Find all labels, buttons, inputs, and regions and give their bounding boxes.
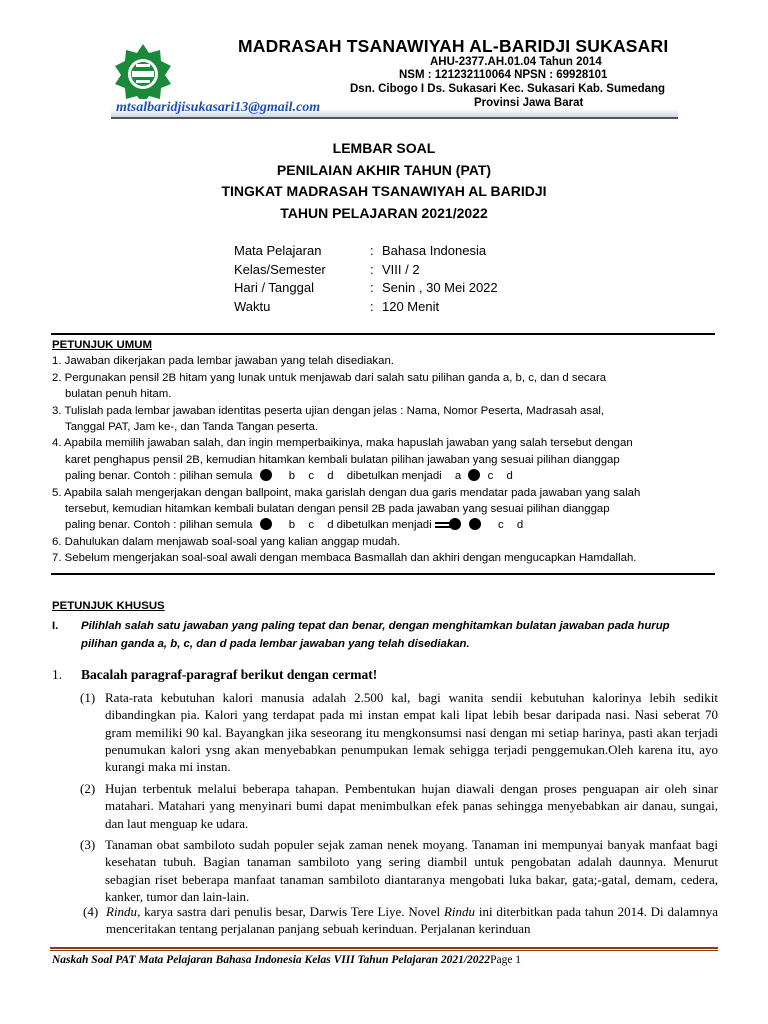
- paragraph-2: (2) Hujan terbentuk melalui beberapa tahapan. Pembentukan hujan diawali dengan proses penguapan air oleh sinar matahari. Matahari yang menyinari bumi dapat menimbulkan efek panas sehingga menyebabkan air danau, sungai, dan laut menguap ke udara.: [80, 781, 718, 831]
- general-instructions: [52, 337, 717, 567]
- general-instructions-heading: PETUNJUK UMUM: [52, 339, 152, 351]
- struck-bubble-icon: [445, 517, 465, 533]
- specific-instruction-item: I. Pilihlah salah satu jawaban yang paling tepat dan benar, dengan menghitamkan bulatan jawaban pada hurup pilihan ganda a, b, c, dan d pada lembar jawaban yang telah disediakan.: [52, 617, 717, 653]
- question-header: [52, 667, 718, 683]
- instruction-item: 4. Apabila memilih jawaban salah, dan ingin memperbaikinya, maka hapuslah jawaban yang salah tersebut dengan: [52, 437, 633, 450]
- section-divider-bottom: [51, 573, 715, 575]
- school-name: MADRASAH TSANAWIYAH AL-BARIDJI SUKASARI: [238, 36, 669, 56]
- school-address: Dsn. Cibogo I Ds. Sukasari Kec. Sukasari Kab. Sumedang: [350, 83, 666, 95]
- instruction-item-cont: Tanggal PAT, Jam ke-, dan Tanda Tangan peserta.: [65, 421, 319, 434]
- question-number: 1.: [52, 667, 63, 682]
- page-footer: [52, 954, 521, 966]
- info-label: Kelas/Semester: [234, 261, 326, 277]
- title-line-2: PENILAIAN AKHIR TAHUN (PAT): [276, 161, 492, 178]
- province: Provinsi Jawa Barat: [474, 97, 584, 109]
- instruction-item: 2. Pergunakan pensil 2B hitam yang lunak untuk menjawab dari salah satu pilihan ganda a, b, c, dan d secara: [52, 371, 607, 384]
- title-line-4: TAHUN PELAJARAN 2021/2022: [280, 204, 488, 221]
- info-value: 120 Menit: [382, 298, 440, 314]
- paragraph-3: (3) Tanaman obat sambiloto sudah populer sejak zaman nenek moyang. Tanaman ini mempunyai banyak manfaat bagi kesehatan tubuh. Bagian tanaman sambiloto yang sering diambil untuk pengobatan adalah daunnya. Menurut sebagian riset beberapa manfaat tanaman sambiloto diantaranya mengobati luka bakar, gata;-gatal, demam, cedera, kanker, tumor dan lain-lain.: [80, 837, 718, 904]
- instruction-item-cont: tersebut, kemudian hitamkan kembali bulatan dengan pensil 2B pada jawaban yang sesuai pilihan dianggap: [65, 503, 610, 516]
- letterhead-divider: [111, 117, 678, 119]
- instruction-item: 3. Tulislah pada lembar jawaban identitas peserta ujian dengan jelas : Nama, Nomor Peserta, Madrasah asal,: [52, 404, 605, 417]
- example-line-ballpoint: paling benar. Contoh : pilihan semula b c d dibetulkan menjadi c d: [52, 517, 717, 533]
- footer-text: Naskah Soal PAT Mata Pelajaran Bahasa Indonesia Kelas VIII Tahun Pelajaran 2021/2022: [52, 954, 491, 966]
- paragraph-4: (4) Rindu, karya sastra dari penulis besar, Darwis Tere Liye. Novel Rindu ini diterbitkan pada tahun 2014. Di dalamnya menceritakan tentang perjalanan panjang sebuah kerinduan. Perjalanan kerinduan: [83, 904, 718, 937]
- example-line-eraser: paling benar. Contoh : pilihan semula b c d dibetulkan menjadi a c d: [65, 470, 513, 483]
- filled-bubble-icon: [260, 518, 272, 530]
- info-value: VIII / 2: [382, 261, 420, 277]
- filled-bubble-icon: [260, 469, 272, 481]
- ahu-registration: AHU-2377.AH.01.04 Tahun 2014: [430, 56, 602, 68]
- filled-bubble-icon: [468, 469, 480, 481]
- paragraph-1: (1) Rata-rata kebutuhan kalori manusia adalah 2.500 kal, bagi wanita sendii kebutuhan kalorinya lebih sedikit dibandingkan pia. Kalori yang terdapat pada mi instan empat kali lipat lebih besar daripada nasi. Nasi seberat 70 gram memiliki 90 kal. Bayangkan jika seseorang itu mengkonsumsi nasi dengan mi setiap harinya, pasti akan terjadi penumukan kalori ysng akan menyebabkan penumpukan lemak sehigga terjadi penggemukan.Oleh karena itu, ayo kurangi maka mi instan.: [80, 690, 718, 775]
- madrasah-logo-icon: [112, 42, 174, 104]
- instruction-item: 5. Apabila salah mengerjakan dengan ballpoint, maka garislah dengan dua garis mendatar pada jawaban yang salah: [52, 486, 641, 499]
- instruction-item-cont: bulatan penuh hitam.: [65, 388, 172, 401]
- specific-instructions: [52, 597, 717, 653]
- specific-instructions-heading: PETUNJUK KHUSUS: [52, 600, 165, 612]
- info-label: Hari / Tanggal: [234, 280, 314, 295]
- info-label: Waktu: [234, 298, 271, 314]
- instruction-item: 1. Jawaban dikerjakan pada lembar jawaban yang telah disediakan.: [52, 355, 394, 368]
- instruction-item: 6. Dahulukan dalam menjawab soal-soal yang kalian anggap mudah.: [52, 535, 401, 548]
- title-line-3: TINGKAT MADRASAH TSANAWIYAH AL BARIDJI: [221, 183, 547, 199]
- exam-info-table: [234, 242, 498, 316]
- info-row-time: Waktu : 120 Menit: [234, 298, 498, 317]
- title-line-1: LEMBAR SOAL: [332, 140, 436, 156]
- roman-number: I.: [52, 620, 59, 632]
- instruction-item: 7. Sebelum mengerjakan soal-soal awali dengan membaca Basmallah dan akhiri dengan mengucapkan Hamdallah.: [52, 552, 637, 565]
- question-instruction: Bacalah paragraf-paragraf berikut dengan cermat!: [81, 667, 378, 682]
- info-value: Bahasa Indonesia: [382, 243, 487, 258]
- info-row-date: Hari / Tanggal : Senin , 30 Mei 2022: [234, 279, 498, 298]
- filled-bubble-icon: [469, 518, 481, 530]
- info-row-subject: Mata Pelajaran : Bahasa Indonesia: [234, 242, 498, 261]
- page-number: Page 1: [490, 954, 522, 966]
- school-email-link[interactable]: mtsalbaridjisukasari13@gmail.com: [116, 100, 321, 115]
- footer-divider: [50, 947, 718, 949]
- question-1: [52, 667, 718, 937]
- info-row-class: Kelas/Semester : VIII / 2: [234, 261, 498, 280]
- info-value: Senin , 30 Mei 2022: [382, 280, 498, 295]
- nsm-npsn: NSM : 121232110064 NPSN : 69928101: [399, 69, 608, 81]
- document-titles: [0, 138, 768, 224]
- instruction-item-cont: karet penghapus pensil 2B, kemudian hitamkan kembali bulatan pilihan jawaban yang sesuai pilihan dianggap: [65, 453, 620, 466]
- section-divider-top: [51, 333, 715, 335]
- footer-divider-thin: [50, 950, 718, 951]
- info-label: Mata Pelajaran: [234, 243, 322, 258]
